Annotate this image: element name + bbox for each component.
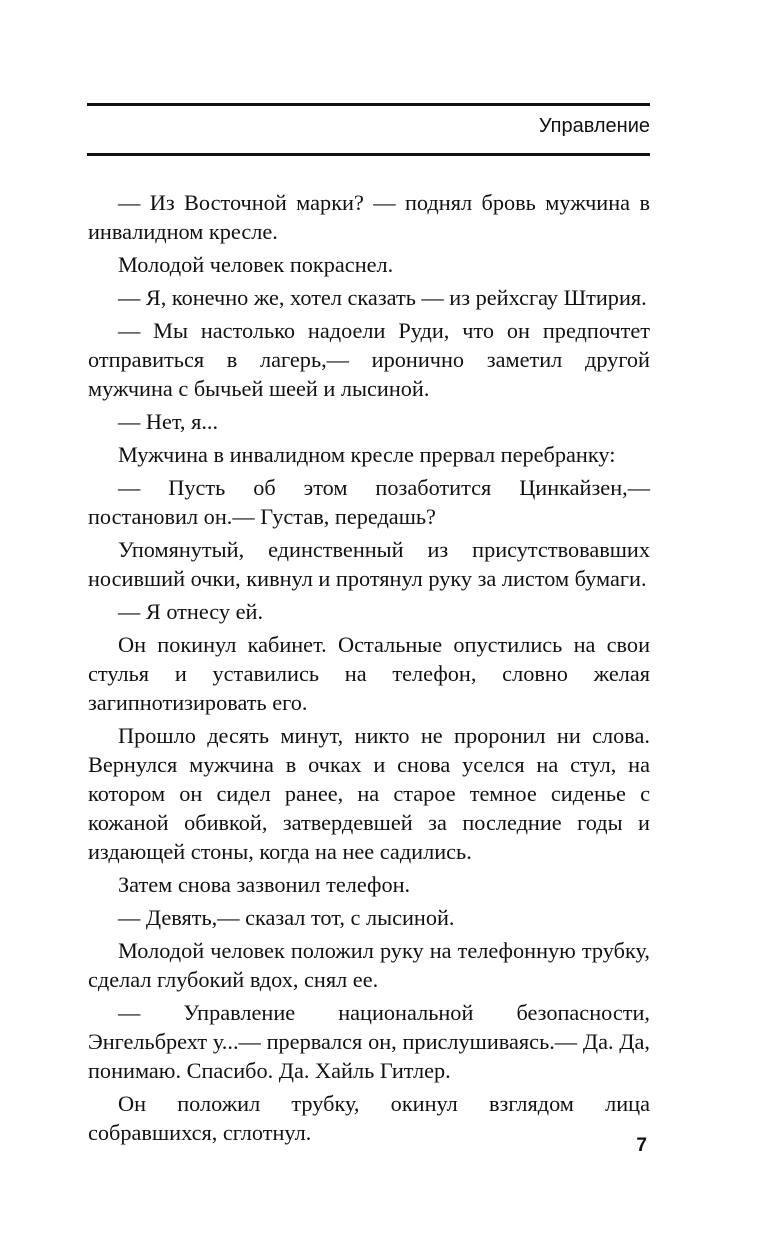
paragraph: Он положил трубку, окинул взглядом лица собравшихся, сглотнул. (88, 1091, 650, 1145)
paragraph: — Из Восточной марки? — поднял бровь мужчина в инвалидном кресле. (88, 190, 650, 244)
paragraph: — Я отнесу ей. (118, 599, 264, 624)
paragraph: — Девять,— сказал тот, с лысиной. (118, 905, 455, 930)
header-rule-top (87, 103, 650, 106)
running-head: Управление (538, 115, 650, 137)
paragraph: Он покинул кабинет. Остальные опустились на свои стулья и уставились на телефон, словно желая загипнотизировать его. (88, 632, 650, 715)
header-rule-bottom (87, 153, 650, 156)
body-text (88, 188, 650, 1147)
page-number: 7 (636, 1135, 647, 1156)
paragraph: — Пусть об этом позаботится Цинкайзен,— постановил он.— Густав, передашь? (88, 475, 650, 529)
paragraph: — Управление национальной безопасности, Энгельбрехт у...— прервался он, прислушиваясь.— Да. Да, понимаю. Спасибо. Да. Хайль Гитлер. (88, 1000, 650, 1083)
paragraph: — Я, конечно же, хотел сказать — из рейхсгау Штирия. (118, 285, 647, 310)
paragraph: — Мы настолько надоели Руди, что он предпочтет отправиться в лагерь,— иронично заметил другой мужчина с бычьей шеей и лысиной. (88, 318, 650, 401)
paragraph: Упомянутый, единственный из присутствовавших носивший очки, кивнул и протянул руку за листом бумаги. (88, 537, 650, 591)
paragraph: Молодой человек покраснел. (118, 252, 394, 277)
paragraph: — Нет, я... (118, 409, 219, 434)
paragraph: Прошло десять минут, никто не проронил ни слова. Вернулся мужчина в очках и снова уселся на стул, на котором он сидел ранее, на старое темное сиденье с кожаной обивкой, затвердевшей за последние годы и издающей стоны, когда на нее садились. (88, 723, 650, 864)
paragraph: Затем снова зазвонил телефон. (118, 872, 411, 897)
paragraph: Молодой человек положил руку на телефонную трубку, сделал глубокий вдох, снял ее. (88, 938, 650, 992)
paragraph: Мужчина в инвалидном кресле прервал перебранку: (118, 442, 616, 467)
